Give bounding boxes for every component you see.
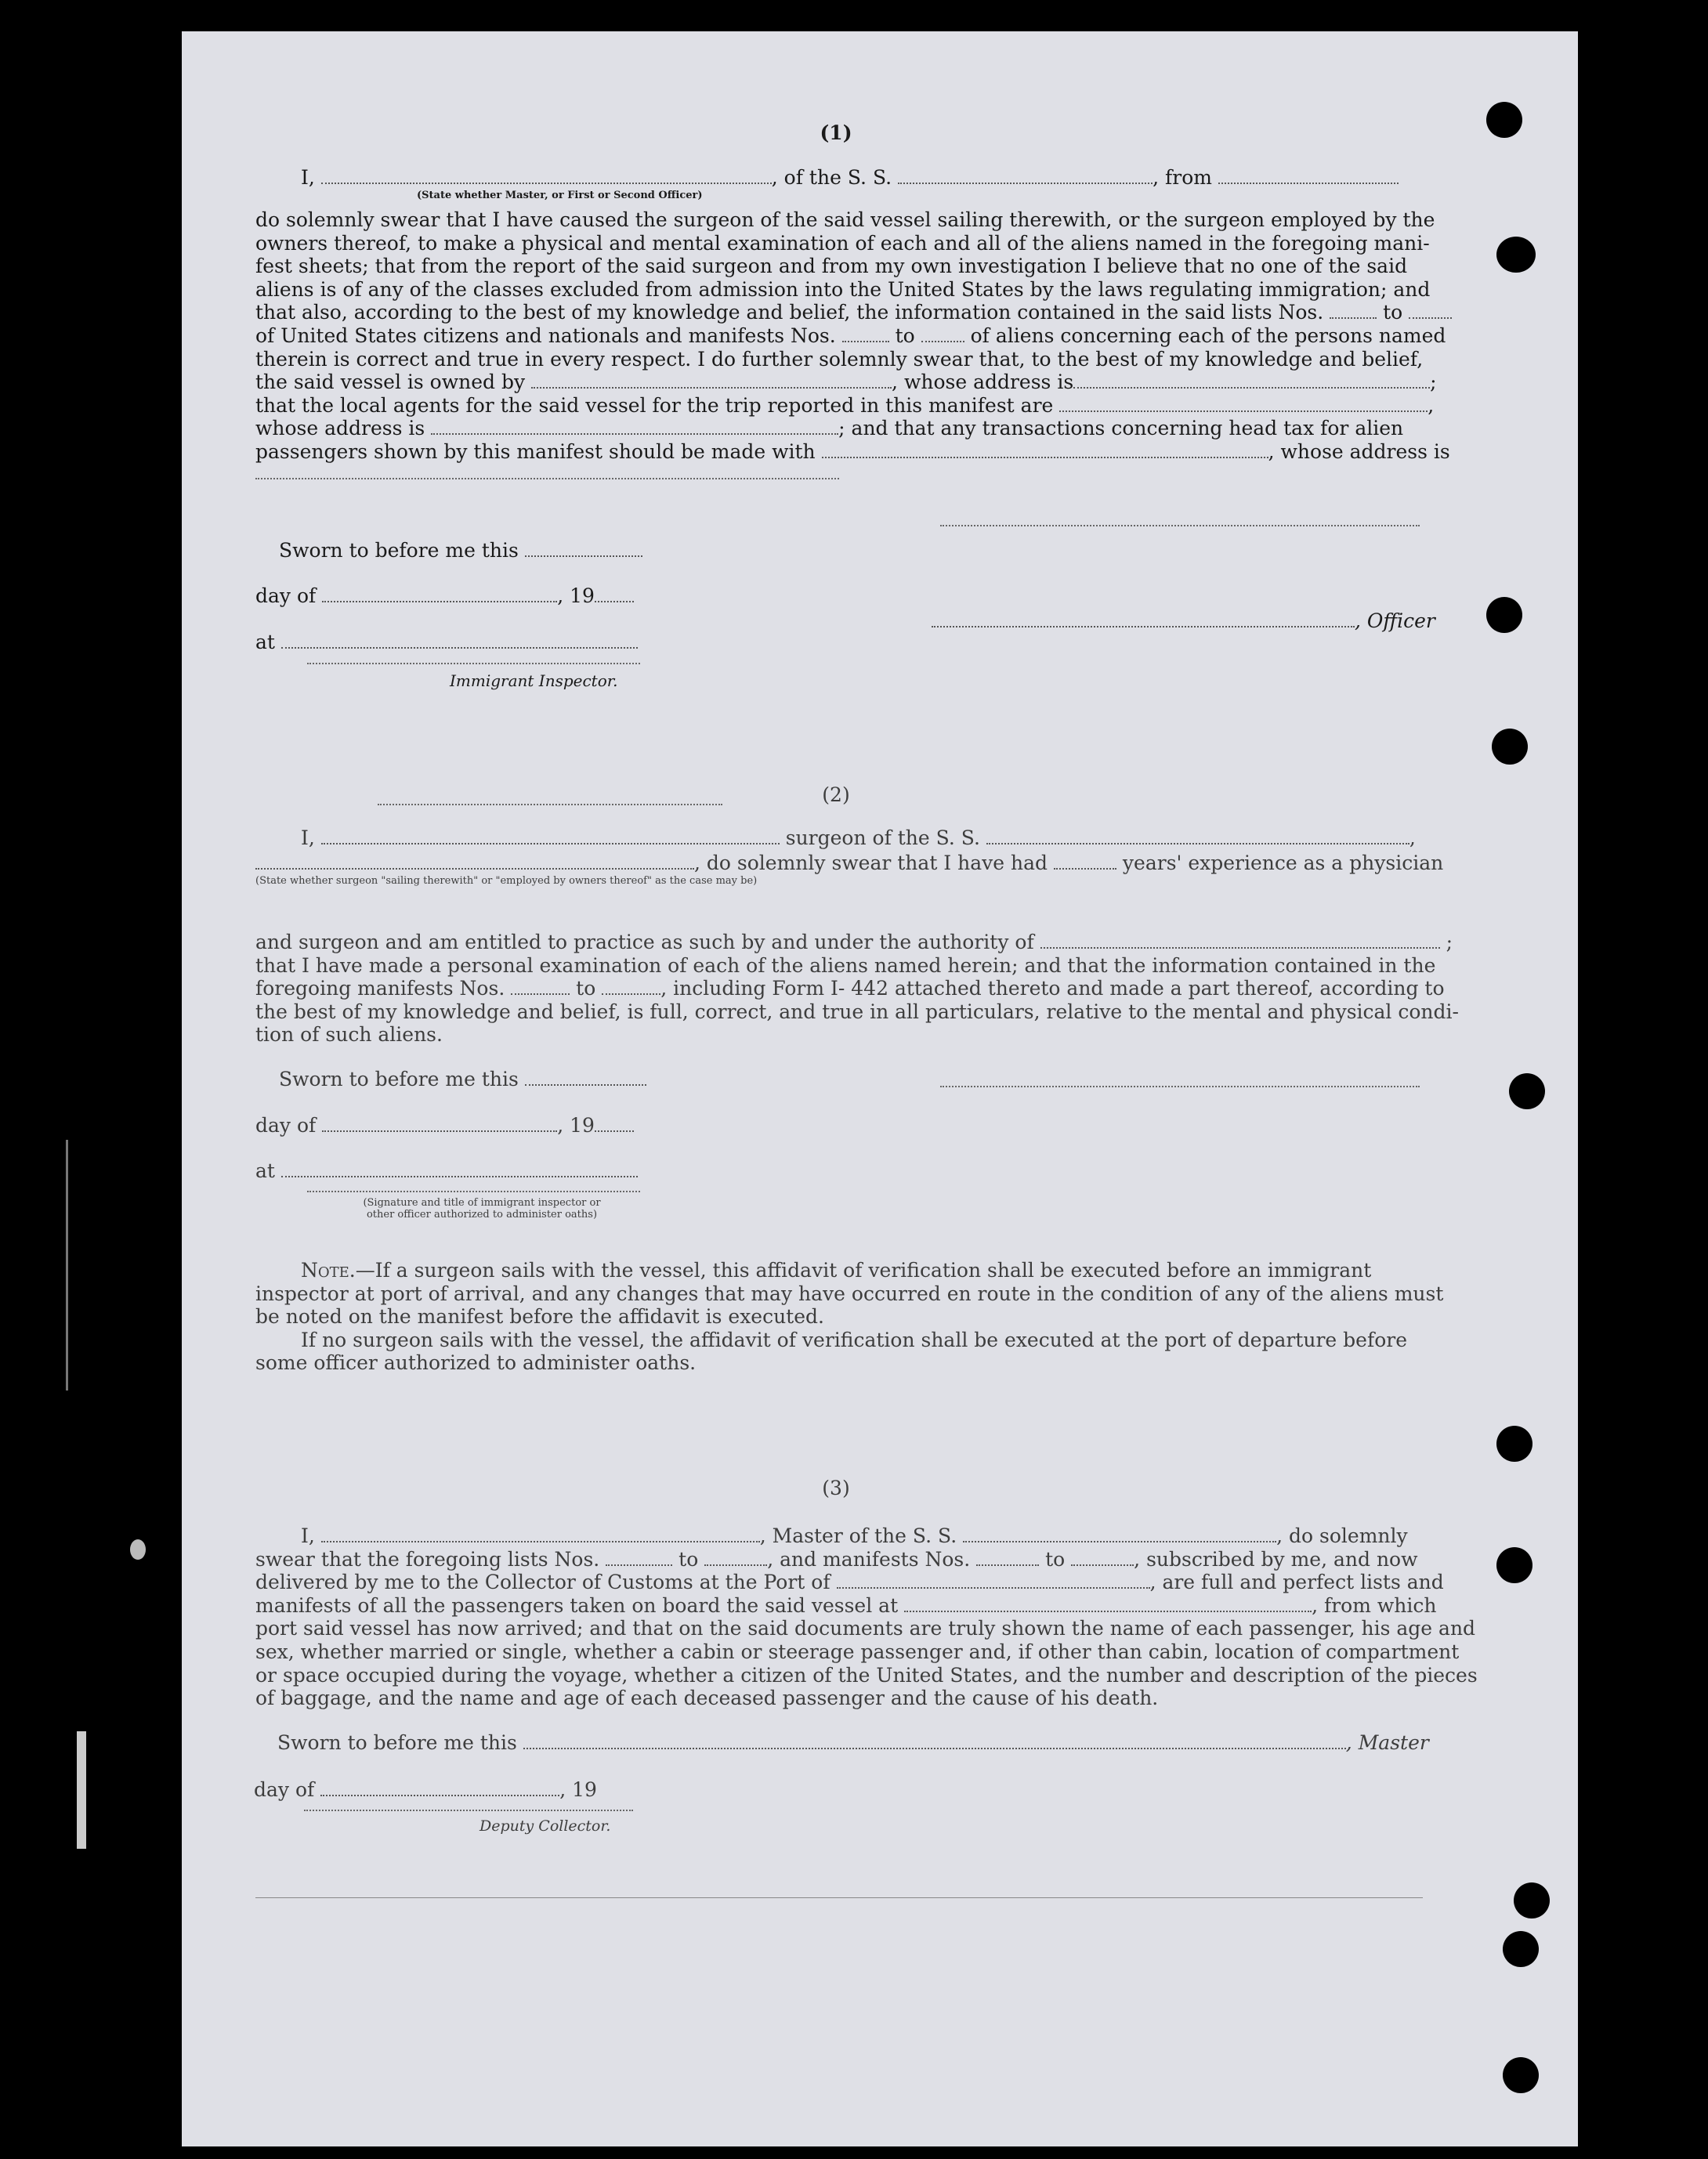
section-2-number: (2) xyxy=(822,783,850,806)
vessel-name-field-3[interactable] xyxy=(963,1540,1276,1542)
deputy-signature-line[interactable] xyxy=(304,1810,633,1811)
surgeon-name-field[interactable] xyxy=(321,842,780,844)
surgeon-signature-line[interactable] xyxy=(940,1086,1420,1087)
label-i: I, xyxy=(301,166,315,189)
punch-hole xyxy=(1486,597,1522,633)
vessel-name-field[interactable] xyxy=(898,182,1153,184)
day-of-month-field[interactable] xyxy=(322,600,557,602)
signature-line[interactable] xyxy=(940,525,1420,526)
scan-mark xyxy=(130,1539,146,1560)
sworn-day-field-2[interactable] xyxy=(525,1083,646,1086)
day-of-month-field-2[interactable] xyxy=(322,1130,557,1132)
officer-signature-field[interactable] xyxy=(932,625,1355,627)
agents-address-field[interactable] xyxy=(431,432,838,435)
inspector-signature-line[interactable] xyxy=(307,663,640,664)
authority-field[interactable] xyxy=(1040,946,1440,949)
punch-hole xyxy=(1496,1426,1532,1462)
punch-hole xyxy=(1514,1882,1550,1919)
surgeon-status-field[interactable] xyxy=(255,867,694,870)
inspector-signature-line-2[interactable] xyxy=(307,1191,640,1192)
from-port-field[interactable] xyxy=(1218,182,1399,184)
head-tax-agent-field[interactable] xyxy=(822,456,1268,458)
sworn-line-1: Sworn to before me this xyxy=(279,539,642,562)
manifests-to-field-3[interactable] xyxy=(1071,1564,1134,1566)
lists-from-field[interactable] xyxy=(1330,316,1377,319)
punch-hole xyxy=(1486,102,1522,138)
port-of-embarkation-field[interactable] xyxy=(904,1610,1312,1612)
vessel-name-field-2[interactable] xyxy=(986,842,1409,844)
day-of-line-1: day of , 19 xyxy=(255,584,634,608)
manifest-to-field-2[interactable] xyxy=(602,993,660,995)
punch-hole xyxy=(1496,1547,1532,1583)
officer-line: , Officer xyxy=(932,609,1435,633)
section-1-line-1: I, , of the S. S. , from xyxy=(301,166,1399,190)
bottom-rule xyxy=(255,1897,1423,1898)
scan-mark xyxy=(77,1731,86,1849)
section-2-line-1: I, surgeon of the S. S. , xyxy=(301,826,1416,849)
section-2-line-2: , do solemnly swear that I have had years' experience as a physician xyxy=(255,852,1443,875)
immigrant-inspector-label: Immigrant Inspector. xyxy=(450,671,618,690)
years-field[interactable] xyxy=(1054,867,1116,870)
owner-field[interactable] xyxy=(531,386,892,389)
signature-instruction: (Signature and title of immigrant inspector or other officer authorized to administer oaths) xyxy=(363,1197,601,1221)
section-2-oath: and surgeon and am entitled to practice as such by and under the authority of ; that I have made a personal examination of each of the aliens named herein; and that the information contained in the foregoing manifests Nos. to , including Form I- 442 attached thereto and made a part thereof, according to the best of my knowledge and belief, is full, correct, and true in all particulars, relative to the mental and physical condi- tion of such aliens. xyxy=(255,931,1459,1047)
punch-hole xyxy=(1509,1073,1545,1109)
year-field-2[interactable] xyxy=(595,1130,634,1132)
manifests-from-field-3[interactable] xyxy=(976,1564,1039,1566)
sworn-line-2: Sworn to before me this xyxy=(279,1068,646,1091)
rank-instruction: (State whether Master, or First or Second Officer) xyxy=(417,190,703,201)
at-place-field-2[interactable] xyxy=(281,1175,638,1177)
manifests-to-field[interactable] xyxy=(921,340,964,342)
section-1-oath: do solemnly swear that I have caused the surgeon of the said vessel sailing therewith, or the surgeon employed by the owners thereof, to make a physical and mental examination of each and all of the aliens named in the foregoing mani- fest sheets; that from the report of the said surgeon and from my own investigation I believe that no one of the said aliens is of any of the classes excluded from admission into the United States by the laws regulating immigration; and that also, according to the best of my knowledge and belief, the information contained in the said lists Nos. to of United States citizens and nationals and manifests Nos. to of aliens concerning each of the persons named therein is correct and true in every respect. I do further solemnly swear that, to the best of my knowledge and belief, the said vessel is owned by , whose address is ; that the local agents for the said vessel for the trip reported in this manifest are , whose address is ; and that any transactions concerning head tax for alien passengers shown by this manifest should be made with , whose address is xyxy=(255,208,1497,464)
lists-to-field-3[interactable] xyxy=(704,1564,767,1566)
day-of-line-3: day of , 19 xyxy=(254,1778,597,1801)
punch-hole xyxy=(1496,237,1536,273)
punch-hole xyxy=(1503,1931,1539,1967)
day-of-line-2: day of , 19 xyxy=(255,1114,634,1137)
owner-address-field[interactable] xyxy=(1073,386,1430,389)
at-line-2: at xyxy=(255,1159,638,1183)
master-signature-field[interactable] xyxy=(523,1747,1346,1749)
deputy-collector-label: Deputy Collector. xyxy=(479,1817,611,1835)
year-field[interactable] xyxy=(595,600,634,602)
surgeon-note: Note.—If a surgeon sails with the vessel, this affidavit of verification shall be executed before an immigrant inspector at port of arrival, and any changes that may have occurred en route in the condition of any of the aliens must be noted on the manifest before the affidavit is executed. If no surgeon sails with the vessel, the affidavit of verification shall be executed at the port of departure before some officer authorized to administer oaths. xyxy=(255,1259,1444,1375)
section-3-number: (3) xyxy=(822,1477,850,1499)
port-of-arrival-field[interactable] xyxy=(837,1586,1150,1589)
address-field-line[interactable] xyxy=(255,478,839,479)
lists-from-field-3[interactable] xyxy=(606,1564,672,1566)
manifest-from-field-2[interactable] xyxy=(511,993,570,995)
at-line-1: at xyxy=(255,631,638,654)
officer-rank-field[interactable] xyxy=(321,182,772,184)
manifests-from-field[interactable] xyxy=(842,340,889,342)
local-agents-field[interactable] xyxy=(1059,410,1428,412)
scan-mark xyxy=(66,1140,68,1391)
at-place-field[interactable] xyxy=(281,646,638,649)
section-1-number: (1) xyxy=(820,121,852,144)
master-name-field[interactable] xyxy=(321,1540,760,1542)
punch-hole xyxy=(1492,729,1528,765)
punch-hole xyxy=(1503,2057,1539,2093)
day-of-month-field-3[interactable] xyxy=(320,1794,559,1796)
sworn-line-3: Sworn to before me this , Master xyxy=(277,1731,1429,1754)
section-3-oath: I, , Master of the S. S. , do solemnly swear that the foregoing lists Nos. to , and manifests Nos. to , subscribed by me, and now delivered by me to the Collector of Customs at the Port of , are full and perfect lists and manifests of all the passengers taken on board the said vessel at , from which port said vessel has now arrived; and that on the said documents are truly shown the name of each passenger, his age and sex, whether married or single, whether a cabin or steerage passenger and, if other than cabin, location of compartment or space occupied during the voyage, whether a citizen of the United States, and the number and description of the pieces of baggage, and the name and age of each deceased passenger and the cause of his death. xyxy=(255,1524,1478,1710)
surgeon-instruction: (State whether surgeon "sailing therewith" or "employed by owners thereof" as the case may be) xyxy=(255,875,758,887)
sworn-day-field[interactable] xyxy=(525,555,642,557)
form-page xyxy=(182,31,1578,2146)
lists-to-field[interactable] xyxy=(1409,316,1452,319)
